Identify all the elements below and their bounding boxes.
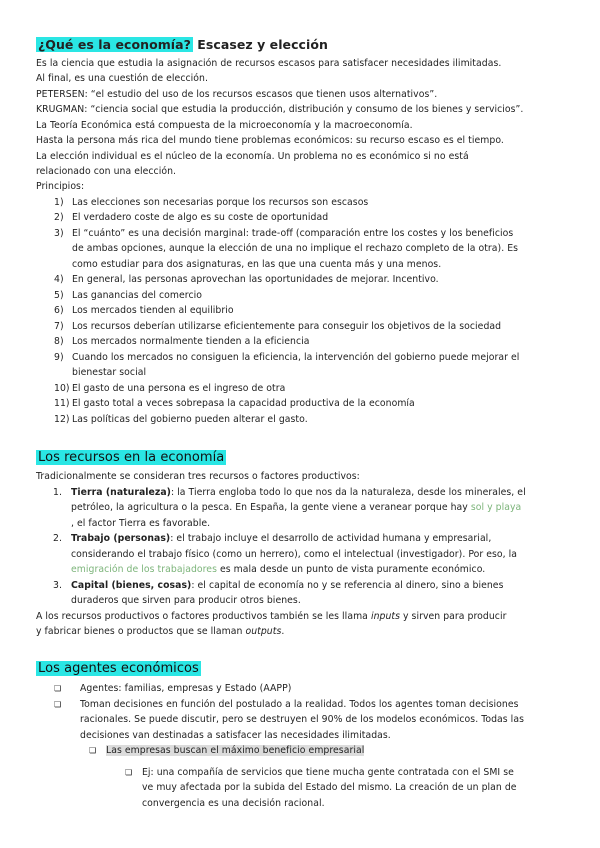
list-item-cont: decisiones van destinadas a satisfacer las necesidades ilimitadas.	[80, 730, 391, 741]
paragraph-line: La elección individual es el núcleo de la economía. Un problema no es económico si no está	[36, 151, 469, 162]
list-item-cont: racionales. Se puede discutir, pero se destruyen el 90% de los modelos económicos. Todas las	[80, 714, 524, 725]
resource-item-cont: duraderos que sirven para producir otros bienes.	[71, 595, 301, 606]
paragraph-line: y fabricar bienes o productos que se llaman outputs.	[36, 626, 285, 637]
paragraph-line: Hasta la persona más rica del mundo tiene problemas económicos: su recurso escaso es el tiempo.	[36, 135, 504, 146]
section-title-agentes: Los agentes económicos	[38, 661, 199, 676]
principle-item: 11) El gasto total a veces sobrepasa la capacidad productiva de la economía	[54, 398, 415, 409]
list-item: ❏ Toman decisiones en función del postulado a la realidad. Todos los agentes toman decisiones	[36, 697, 580, 713]
paragraph-line: Tradicionalmente se consideran tres recursos o factores productivos:	[36, 471, 360, 482]
list-item-nested: ❏ Las empresas buscan el máximo beneficio empresarial	[36, 743, 580, 759]
resource-item-cont: considerando el trabajo físico (como un herrero), como el intelectual (investigador). Por eso, la	[71, 549, 518, 560]
principle-item: 7) Los recursos deberían utilizarse eficientemente para conseguir los objetivos de la sociedad	[54, 321, 502, 332]
principle-item: 2) El verdadero coste de algo es su coste de oportunidad	[54, 212, 329, 223]
paragraph-line: KRUGMAN: “ciencia social que estudia la producción, distribución y consumo de los bienes y servicios”.	[36, 104, 524, 115]
resource-item-cont: , el factor Tierra es favorable.	[71, 518, 211, 529]
resource-item-cont: petróleo, la agricultura o la pesca. En España, la gente viene a veranear porque hay sol y playa	[71, 502, 522, 513]
principle-item: 10) El gasto de una persona es el ingreso de otra	[54, 383, 286, 394]
paragraph-line: A los recursos productivos o factores productivos también se les llama inputs y sirven para producir	[36, 611, 507, 622]
principle-item: 9) Cuando los mercados no consiguen la eficiencia, la intervención del gobierno puede mejorar el	[54, 352, 520, 363]
checkbox-bullet-icon: ❏	[125, 768, 133, 777]
paragraph-line: Al final, es una cuestión de elección.	[36, 73, 208, 84]
principle-item: 3) El “cuánto” es una decisión marginal: trade-off (comparación entre los costes y los beneficios	[54, 228, 514, 239]
list-item-nested-2: ❏ Ej: una compañía de servicios que tiene mucha gente contratada con el SMI se	[36, 765, 580, 781]
highlight-green: sol y playa	[470, 502, 522, 513]
checkbox-bullet-icon: ❏	[89, 746, 97, 755]
paragraph-line: relacionado con una elección.	[36, 166, 177, 177]
principle-item: 1) Las elecciones son necesarias porque los recursos son escasos	[54, 197, 369, 208]
principle-item: 5) Las ganancias del comercio	[54, 290, 202, 301]
list-item-cont: convergencia es una decisión racional.	[142, 798, 325, 809]
list-item: ❏ Agentes: familias, empresas y Estado (AAPP)	[36, 681, 580, 697]
principle-item-cont: como estudiar para dos asignaturas, en las que una cuenta más y una menos.	[72, 259, 442, 270]
section-title-economia: ¿Qué es la economía? Escasez y elección	[38, 37, 328, 52]
principle-item: 4) En general, las personas aprovechan las oportunidades de mejorar. Incentivo.	[54, 274, 439, 285]
checkbox-bullet-icon: ❏	[54, 700, 62, 709]
section-title-recursos: Los recursos en la economía	[38, 450, 225, 465]
resource-item-trabajo: 2. Trabajo (personas): el trabajo incluye el desarrollo de actividad humana y empresarial,	[53, 533, 492, 544]
checkbox-bullet-icon: ❏	[54, 684, 62, 693]
principle-item: 6) Los mercados tienden al equilibrio	[54, 305, 234, 316]
principle-item-cont: de ambas opciones, aunque la elección de una no implique el rechazo completo de la otra). Es	[72, 243, 519, 254]
resource-item-capital: 3. Capital (bienes, cosas): el capital de economía no y se referencia al dinero, sino a bienes	[53, 580, 504, 591]
resource-item-tierra: 1. Tierra (naturaleza): la Tierra engloba todo lo que nos da la naturaleza, desde los minerales, el	[53, 487, 526, 498]
principle-item: 8) Los mercados normalmente tienden a la eficiencia	[54, 336, 310, 347]
paragraph-line: La Teoría Económica está compuesta de la microeconomía y la macroeconomía.	[36, 120, 413, 131]
principle-item-cont: bienestar social	[72, 367, 147, 378]
paragraph-line: PETERSEN: “el estudio del uso de los recursos escasos que tienen usos alternativos”.	[36, 89, 438, 100]
resource-item-cont: emigración de los trabajadores es mala desde un punto de vista puramente económico.	[71, 564, 486, 575]
principle-item: 12) Las políticas del gobierno pueden alterar el gasto.	[54, 414, 308, 425]
paragraph-line: Es la ciencia que estudia la asignación de recursos escasos para satisfacer necesidades ilimitadas.	[36, 58, 502, 69]
list-item-cont: ve muy afectada por la subida del Estado del mismo. La creación de un plan de	[142, 782, 517, 793]
principios-label: Principios:	[36, 181, 85, 192]
highlight-green: emigración de los trabajadores	[71, 564, 217, 575]
